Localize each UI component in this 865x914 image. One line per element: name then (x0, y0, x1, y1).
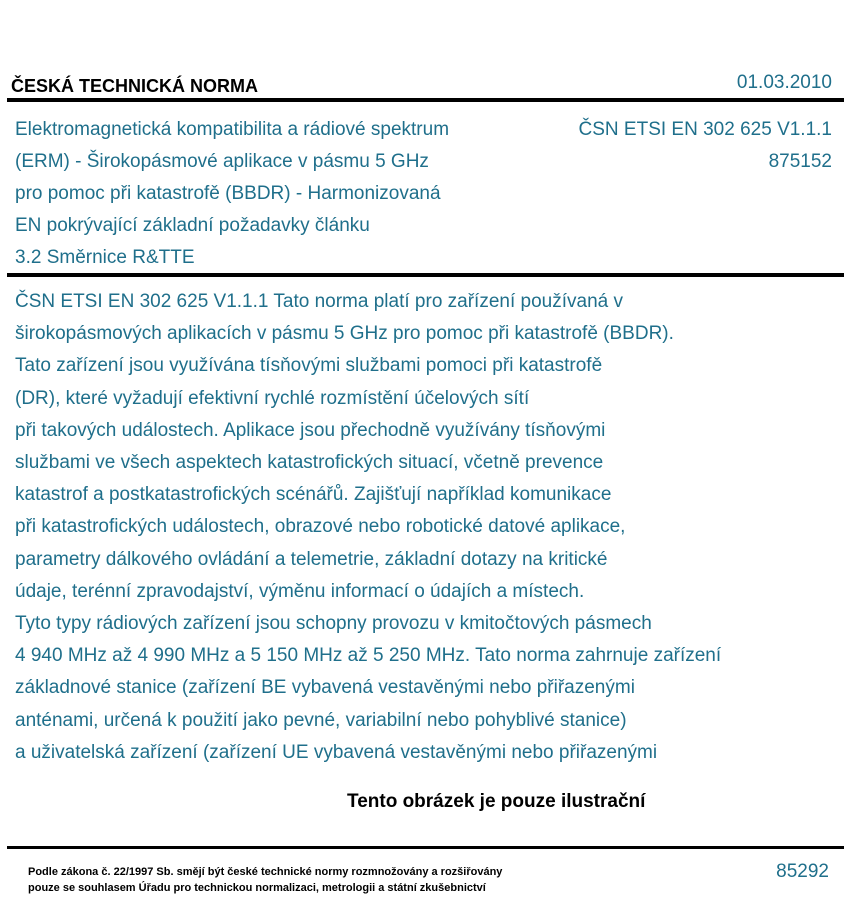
subject-line: 3.2 Směrnice R&TTE (15, 247, 195, 268)
subject-line: pro pomoc při katastrofě (BBDR) - Harmonizovaná (15, 183, 441, 204)
standard-identifier (579, 114, 832, 178)
subject-line: (ERM) - Širokopásmové aplikace v pásmu 5 GHz (15, 151, 429, 172)
abstract-line: při katastrofických událostech, obrazové nebo robotické datové aplikace, (15, 516, 626, 538)
abstract-line: základnové stanice (zařízení BE vybavená vestavěnými nebo přiřazenými (15, 677, 635, 699)
abstract-line: službami ve všech aspektech katastrofických situací, včetně prevence (15, 452, 604, 474)
abstract-line: širokopásmových aplikacích v pásmu 5 GHz pro pomoc při katastrofě (BBDR). (15, 323, 674, 345)
abstract-line: katastrof a postkatastrofických scénářů. Zajišťují například komunikace (15, 484, 612, 506)
abstract-line: Tato zařízení jsou využívána tísňovými službami pomoci při katastrofě (15, 355, 603, 377)
abstract-line: ČSN ETSI EN 302 625 V1.1.1 Tato norma platí pro zařízení používaná v (15, 291, 623, 312)
document-date: 01.03.2010 (736, 72, 832, 93)
abstract-line: údaje, terénní zpravodajství, výměnu informací o údajích a místech. (15, 580, 585, 602)
legal-line: pouze se souhlasem Úřadu pro technickou normalizaci, metrologii a státní zkušebnictví (28, 882, 486, 894)
divider-top (7, 98, 844, 102)
abstract-line: Tyto typy rádiových zařízení jsou schopny provozu v kmitočtových pásmech (15, 613, 652, 635)
abstract-text (15, 286, 835, 769)
abstract-line: 4 940 MHz až 4 990 MHz a 5 150 MHz až 5 250 MHz. Tato norma zahrnuje zařízení (15, 645, 722, 667)
standard-designation: ČSN ETSI EN 302 625 V1.1.1 (578, 119, 832, 140)
subject-title (15, 114, 535, 274)
abstract-line: (DR), které vyžadují efektivní rychlé rozmístění účelových sítí (15, 387, 530, 409)
footer-legal-notice (28, 864, 502, 896)
abstract-line: anténami, určená k použití jako pevné, variabilní nebo pohyblivé stanice) (15, 709, 627, 731)
divider-bottom (7, 846, 844, 849)
illustration-note: Tento obrázek je pouze ilustrační (347, 791, 646, 812)
subject-line: Elektromagnetická kompatibilita a rádiové spektrum (15, 119, 450, 140)
abstract-line: parametry dálkového ovládání a telemetrie, základní dotazy na kritické (15, 548, 608, 570)
footer-number: 85292 (776, 861, 829, 882)
class-number: 875152 (768, 151, 832, 172)
subject-line: EN pokrývající základní požadavky článku (15, 215, 370, 236)
abstract-line: při takových událostech. Aplikace jsou přechodně využívány tísňovými (15, 419, 606, 441)
divider-middle (7, 273, 844, 277)
legal-line: Podle zákona č. 22/1997 Sb. smějí být české technické normy rozmnožovány a rozšiřovány (28, 866, 503, 878)
document-title: ČESKÁ TECHNICKÁ NORMA (11, 76, 258, 96)
abstract-line: a uživatelská zařízení (zařízení UE vybavená vestavěnými nebo přiřazenými (15, 741, 658, 763)
